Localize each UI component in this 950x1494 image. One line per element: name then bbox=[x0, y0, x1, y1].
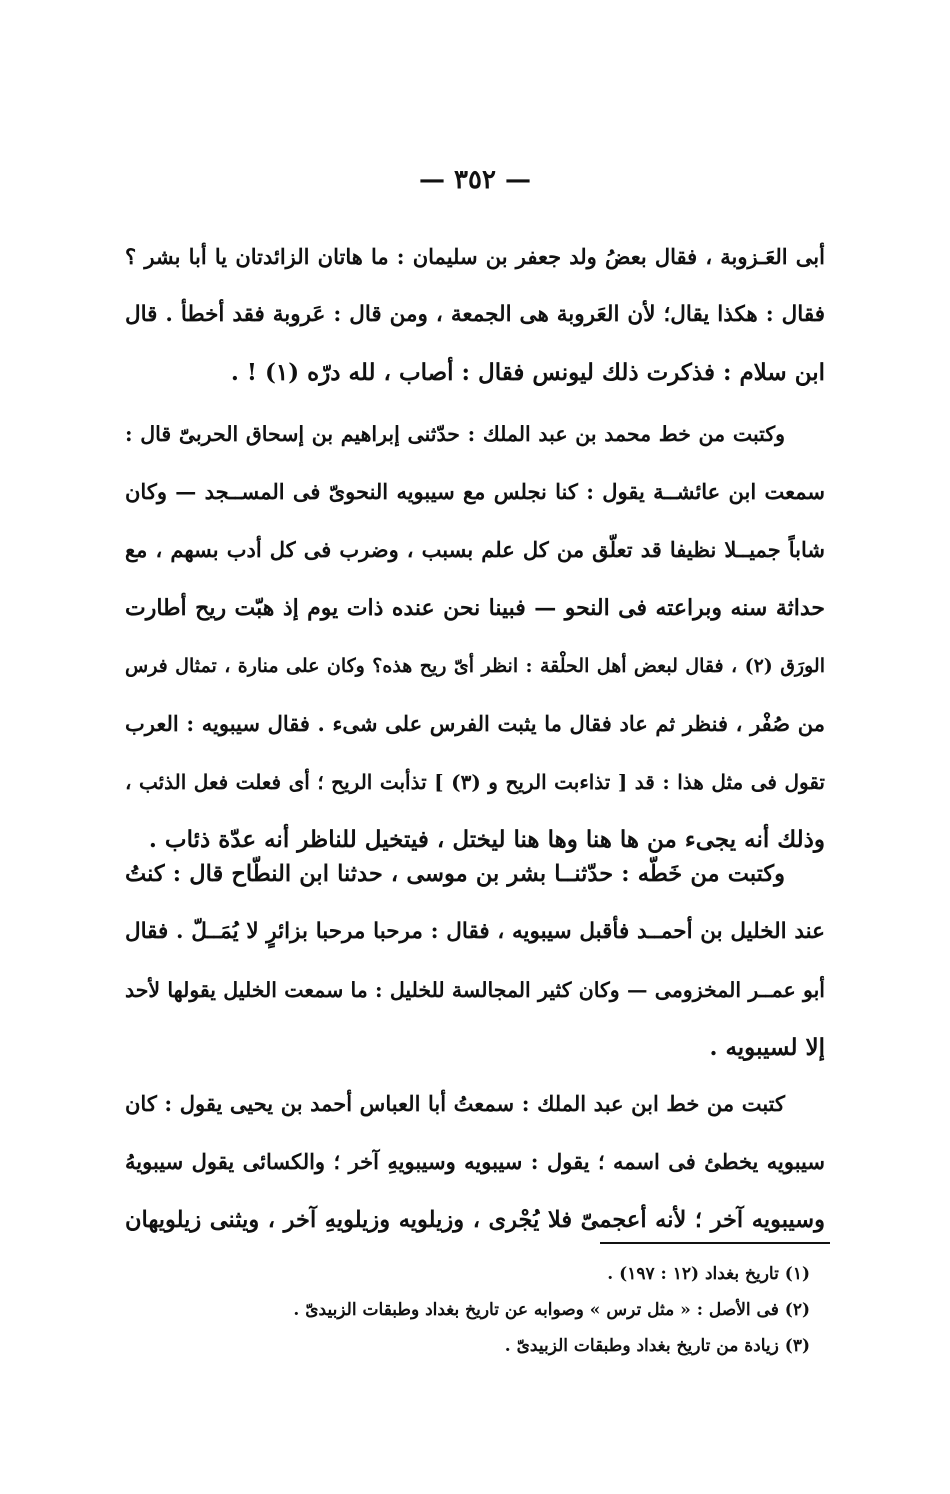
text-line: وذلك أنه يجىء من ها هنا وها هنا ليختل ، فيتخيل للناظر أنه عدّة ذئاب . bbox=[148, 826, 825, 853]
text-line: حداثة سنه وبراعته فى النحو — فبينا نحن عنده ذات يوم إذ هبّت ريح أطارت bbox=[125, 595, 825, 621]
text-line: أبو عمــر المخزومى — وكان كثير المجالسة للخليل : ما سمعت الخليل يقولها لأحد bbox=[125, 978, 825, 1002]
paragraph-4 bbox=[125, 1075, 825, 1249]
text-line: وكتبت من خط محمد بن عبد الملك : حدّثنى إبراهيم بن إسحاق الحربىّ قال : bbox=[125, 422, 785, 446]
text-line: تقول فى مثل هذا : قد [ تذاءبت الريح و (٣) ] تذأبت الريح ؛ أى فعلت فعل الذئب ، bbox=[125, 770, 826, 794]
paragraph-1 bbox=[125, 228, 825, 402]
text-line: سمعت ابن عائشــة يقول : كنا نجلس مع سيبويه النحوىّ فى المســجد — وكان bbox=[125, 479, 825, 504]
footnotes bbox=[125, 1256, 825, 1364]
text-line: الورَق (٢) ، فقال لبعض أهل الحلْقة : انظر أىّ ريح هذه؟ وكان على منارة ، تمثال فرس bbox=[125, 655, 825, 677]
text-line: وسيبويه آخر ؛ لأنه أعجمىّ فلا يُجْرى ، وزيلويه وزيلويهِ آخر ، ويثنى زيلويهان bbox=[125, 1207, 825, 1233]
paragraph-3 bbox=[125, 845, 825, 1077]
text-line: كتبت من خط ابن عبد الملك : سمعتُ أبا العباس أحمد بن يحيى يقول : كان bbox=[125, 1091, 785, 1116]
page-number: — ٣٥٢ — bbox=[418, 165, 532, 195]
text-line: أبى العَـزوبة ، فقال بعضُ ولد جعفر بن سليمان : ما هاتان الزائدتان يا أبا بشر ؟ bbox=[125, 244, 825, 269]
text-line: إلا لسيبويه . bbox=[709, 1034, 825, 1061]
footnote-2: (٢) فى الأصل : « مثل ترس » وصوابه عن تاريخ بغداد وطبقات الزبيدىّ . bbox=[293, 1300, 810, 1320]
footnote-1: (١) تاريخ بغداد (١٢ : ١٩٧) . bbox=[607, 1264, 810, 1284]
text-line: فقال : هكذا يقال؛ لأن العَروبة هى الجمعة ، ومن قال : عَروبة فقد أخطأ . قال bbox=[125, 302, 825, 327]
text-line: من صُفْر ، فنظر ثم عاد فقال ما يثبت الفرس على شىء . فقال سيبويه : العرب bbox=[125, 711, 825, 736]
footnote-3: (٣) زيادة من تاريخ بغداد وطبقات الزبيدىّ . bbox=[504, 1336, 810, 1356]
text-line: سيبويه يخطئ فى اسمه ؛ يقول : سيبويه وسيبويهِ آخر ؛ والكسائى يقول سيبويهُ bbox=[125, 1149, 825, 1174]
paragraph-2 bbox=[125, 405, 825, 869]
text-line: وكتبت من خَطّه : حدّثنــا بشر بن موسى ، حدثنا ابن النطّاح قال : كنتُ bbox=[125, 861, 785, 887]
text-line: ابن سلام : فذكرت ذلك ليونس فقال : أصاب ، لله درّه (١) ! . bbox=[230, 359, 825, 386]
footnote-divider bbox=[600, 1242, 830, 1244]
text-line: عند الخليل بن أحمــد فأقبل سيبويه ، فقال : مرحبا مرحبا بزائرٍ لا يُمَــلّ . فقال bbox=[125, 919, 825, 944]
text-line: شاباً جميــلا نظيفا قد تعلّق من كل علم بسبب ، وضرب فى كل أدب بسهم ، مع bbox=[125, 537, 825, 562]
